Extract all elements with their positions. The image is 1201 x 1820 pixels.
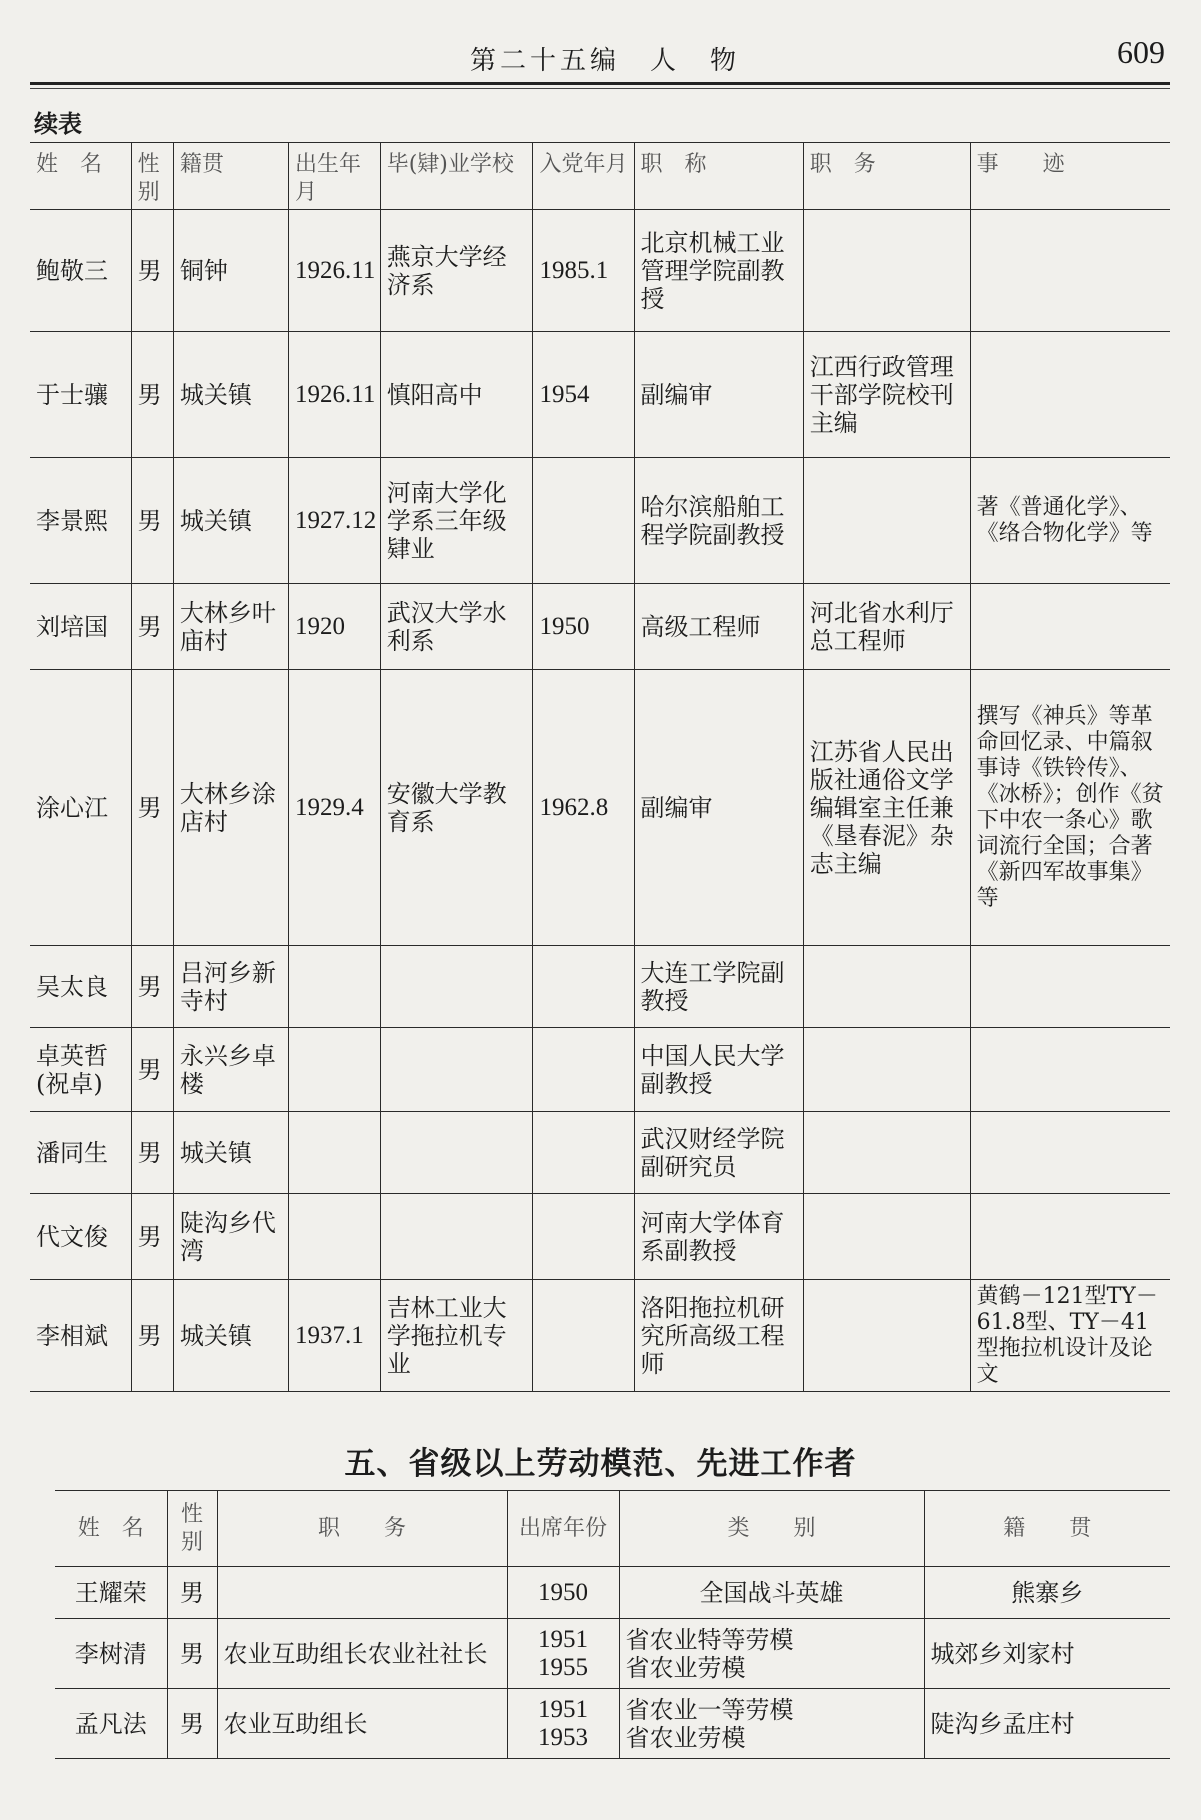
cell-party bbox=[533, 1112, 634, 1194]
cell-title: 洛阳拖拉机研究所高级工程师 bbox=[634, 1280, 803, 1392]
cell-post bbox=[803, 1112, 970, 1194]
section-heading: 第二十五编 人 物 bbox=[470, 46, 741, 76]
header-origin: 籍贯 bbox=[173, 143, 288, 210]
header-category: 类 别 bbox=[619, 1491, 924, 1567]
cell-deeds bbox=[970, 210, 1170, 332]
header-post: 职 务 bbox=[217, 1491, 507, 1567]
cell-sex: 男 bbox=[131, 1028, 173, 1112]
cell-years bbox=[507, 1567, 619, 1619]
cell-name: 李相斌 bbox=[30, 1280, 131, 1392]
cell-years bbox=[507, 1689, 619, 1759]
header-origin: 籍 贯 bbox=[924, 1491, 1170, 1567]
cell-post: 河北省水利厅总工程师 bbox=[803, 584, 970, 670]
table-row bbox=[30, 670, 1170, 946]
cell-sex: 男 bbox=[131, 946, 173, 1028]
category-line: 省农业一等劳模 bbox=[625, 1695, 794, 1724]
header-rule bbox=[30, 82, 1170, 85]
cell-post bbox=[803, 946, 970, 1028]
cell-origin: 铜钟 bbox=[173, 210, 288, 332]
cell-name: 代文俊 bbox=[30, 1194, 131, 1280]
cell-deeds: 黄鹤－121型TY－61.8型、TY－41型拖拉机设计及论文 bbox=[970, 1280, 1170, 1392]
cell-title: 中国人民大学副教授 bbox=[634, 1028, 803, 1112]
cell-name: 李景熙 bbox=[30, 458, 131, 584]
cell-sex: 男 bbox=[167, 1619, 217, 1689]
header-years: 出席年份 bbox=[507, 1491, 619, 1567]
cell-party bbox=[533, 1280, 634, 1392]
cell-born bbox=[289, 1028, 381, 1112]
cell-title: 副编审 bbox=[634, 332, 803, 458]
cell-party: 1954 bbox=[533, 332, 634, 458]
cell-school: 安徽大学教育系 bbox=[380, 670, 533, 946]
table-row bbox=[30, 584, 1170, 670]
cell-school: 吉林工业大学拖拉机专业 bbox=[380, 1280, 533, 1392]
cell-school bbox=[380, 1194, 533, 1280]
table-row bbox=[30, 1194, 1170, 1280]
cell-school: 河南大学化学系三年级肄业 bbox=[380, 458, 533, 584]
cell-sex: 男 bbox=[167, 1567, 217, 1619]
cell-category bbox=[619, 1619, 924, 1689]
cell-title: 武汉财经学院副研究员 bbox=[634, 1112, 803, 1194]
staff-header-row bbox=[30, 143, 1170, 210]
table-row bbox=[30, 1280, 1170, 1392]
cell-born bbox=[289, 946, 381, 1028]
cell-origin: 吕河乡新寺村 bbox=[173, 946, 288, 1028]
table-row bbox=[55, 1689, 1170, 1759]
cell-title: 高级工程师 bbox=[634, 584, 803, 670]
cell-post: 农业互助组长 bbox=[217, 1689, 507, 1759]
cell-deeds bbox=[970, 946, 1170, 1028]
year-line: 1953 bbox=[538, 1723, 588, 1751]
cell-deeds bbox=[970, 1028, 1170, 1112]
cell-years bbox=[507, 1619, 619, 1689]
header-party: 入党年月 bbox=[533, 143, 634, 210]
cell-origin: 熊寨乡 bbox=[924, 1567, 1170, 1619]
cell-school bbox=[380, 946, 533, 1028]
cell-deeds bbox=[970, 1194, 1170, 1280]
cell-party bbox=[533, 1194, 634, 1280]
cell-born bbox=[289, 1194, 381, 1280]
cell-born bbox=[289, 1112, 381, 1194]
cell-deeds bbox=[970, 1112, 1170, 1194]
table-row bbox=[30, 332, 1170, 458]
cell-name: 鲍敬三 bbox=[30, 210, 131, 332]
cell-party: 1962.8 bbox=[533, 670, 634, 946]
year-line: 1951 bbox=[538, 1625, 588, 1653]
category-line: 全国战斗英雄 bbox=[699, 1578, 844, 1607]
cell-party: 1985.1 bbox=[533, 210, 634, 332]
category-line: 省农业特等劳模 bbox=[625, 1625, 794, 1654]
table-row bbox=[30, 1112, 1170, 1194]
header-name: 姓 名 bbox=[55, 1491, 167, 1567]
cell-born: 1926.11 bbox=[289, 210, 381, 332]
cell-post bbox=[803, 1280, 970, 1392]
cell-school bbox=[380, 1112, 533, 1194]
cell-origin: 城关镇 bbox=[173, 1280, 288, 1392]
cell-title: 北京机械工业管理学院副教授 bbox=[634, 210, 803, 332]
header-name: 姓 名 bbox=[30, 143, 131, 210]
cell-origin: 陡沟乡代湾 bbox=[173, 1194, 288, 1280]
cell-post: 江西行政管理干部学院校刊主编 bbox=[803, 332, 970, 458]
cell-title: 大连工学院副教授 bbox=[634, 946, 803, 1028]
cell-origin: 大林乡叶庙村 bbox=[173, 584, 288, 670]
cell-origin: 城关镇 bbox=[173, 458, 288, 584]
cell-sex: 男 bbox=[131, 458, 173, 584]
cell-sex: 男 bbox=[131, 1280, 173, 1392]
cell-born: 1927.12 bbox=[289, 458, 381, 584]
cell-deeds bbox=[970, 332, 1170, 458]
cell-name: 刘培国 bbox=[30, 584, 131, 670]
cell-origin: 大林乡涂店村 bbox=[173, 670, 288, 946]
table-row bbox=[30, 1028, 1170, 1112]
cell-origin: 永兴乡卓楼 bbox=[173, 1028, 288, 1112]
cell-party: 1950 bbox=[533, 584, 634, 670]
cell-sex: 男 bbox=[167, 1689, 217, 1759]
labor-models-table bbox=[55, 1490, 1170, 1759]
cell-born: 1920 bbox=[289, 584, 381, 670]
cell-post: 农业互助组长农业社社长 bbox=[217, 1619, 507, 1689]
models-header-row bbox=[55, 1491, 1170, 1567]
cell-origin: 城关镇 bbox=[173, 332, 288, 458]
category-line: 省农业劳模 bbox=[625, 1723, 746, 1752]
cell-name: 李树清 bbox=[55, 1619, 167, 1689]
cell-school: 燕京大学经济系 bbox=[380, 210, 533, 332]
header-deeds: 事 迹 bbox=[970, 143, 1170, 210]
cell-sex: 男 bbox=[131, 210, 173, 332]
cell-deeds: 撰写《神兵》等革命回忆录、中篇叙事诗《铁铃传》、《冰桥》；创作《贫下中农一条心》歌词流行全国；合著《新四军故事集》等 bbox=[970, 670, 1170, 946]
cell-origin: 城关镇 bbox=[173, 1112, 288, 1194]
cell-deeds bbox=[970, 584, 1170, 670]
header-sex: 性别 bbox=[131, 143, 173, 210]
continued-label: 续表 bbox=[34, 109, 82, 138]
cell-sex: 男 bbox=[131, 1194, 173, 1280]
cell-category bbox=[619, 1567, 924, 1619]
cell-sex: 男 bbox=[131, 1112, 173, 1194]
cell-name: 吴太良 bbox=[30, 946, 131, 1028]
section-title: 五、省级以上劳动模范、先进工作者 bbox=[344, 1446, 857, 1482]
cell-name: 潘同生 bbox=[30, 1112, 131, 1194]
cell-sex: 男 bbox=[131, 670, 173, 946]
running-head bbox=[30, 28, 1165, 78]
cell-name: 王耀荣 bbox=[55, 1567, 167, 1619]
cell-post bbox=[803, 458, 970, 584]
cell-post: 江苏省人民出版社通俗文学编辑室主任兼《垦春泥》杂志主编 bbox=[803, 670, 970, 946]
cell-name: 孟凡法 bbox=[55, 1689, 167, 1759]
cell-name: 于士骧 bbox=[30, 332, 131, 458]
page-number: 609 bbox=[1117, 34, 1165, 70]
cell-post bbox=[803, 1028, 970, 1112]
cell-party bbox=[533, 1028, 634, 1112]
table-row bbox=[30, 458, 1170, 584]
cell-sex: 男 bbox=[131, 332, 173, 458]
cell-school: 武汉大学水利系 bbox=[380, 584, 533, 670]
cell-title: 河南大学体育系副教授 bbox=[634, 1194, 803, 1280]
header-born: 出生年月 bbox=[289, 143, 381, 210]
category-line: 省农业劳模 bbox=[625, 1653, 746, 1682]
cell-name: 涂心江 bbox=[30, 670, 131, 946]
cell-party bbox=[533, 458, 634, 584]
year-line: 1955 bbox=[538, 1653, 588, 1681]
table-row bbox=[55, 1619, 1170, 1689]
cell-post bbox=[803, 1194, 970, 1280]
header-post: 职 务 bbox=[803, 143, 970, 210]
staff-table bbox=[30, 142, 1170, 1392]
header-school: 毕(肄)业学校 bbox=[380, 143, 533, 210]
cell-deeds: 著《普通化学》、《络合物化学》等 bbox=[970, 458, 1170, 584]
header-sex: 性别 bbox=[167, 1491, 217, 1567]
header-title: 职 称 bbox=[634, 143, 803, 210]
cell-school: 慎阳高中 bbox=[380, 332, 533, 458]
cell-title: 副编审 bbox=[634, 670, 803, 946]
cell-name: 卓英哲(祝卓) bbox=[30, 1028, 131, 1112]
cell-born: 1937.1 bbox=[289, 1280, 381, 1392]
cell-born: 1929.4 bbox=[289, 670, 381, 946]
cell-origin: 陡沟乡孟庄村 bbox=[924, 1689, 1170, 1759]
header-rule-thin bbox=[30, 88, 1170, 89]
cell-post bbox=[217, 1567, 507, 1619]
cell-category bbox=[619, 1689, 924, 1759]
cell-party bbox=[533, 946, 634, 1028]
cell-born: 1926.11 bbox=[289, 332, 381, 458]
cell-school bbox=[380, 1028, 533, 1112]
table-row bbox=[30, 946, 1170, 1028]
table-row bbox=[55, 1567, 1170, 1619]
cell-sex: 男 bbox=[131, 584, 173, 670]
cell-post bbox=[803, 210, 970, 332]
year-line: 1950 bbox=[538, 1578, 588, 1606]
cell-origin: 城郊乡刘家村 bbox=[924, 1619, 1170, 1689]
year-line: 1951 bbox=[538, 1695, 588, 1723]
cell-title: 哈尔滨船舶工程学院副教授 bbox=[634, 458, 803, 584]
table-row bbox=[30, 210, 1170, 332]
